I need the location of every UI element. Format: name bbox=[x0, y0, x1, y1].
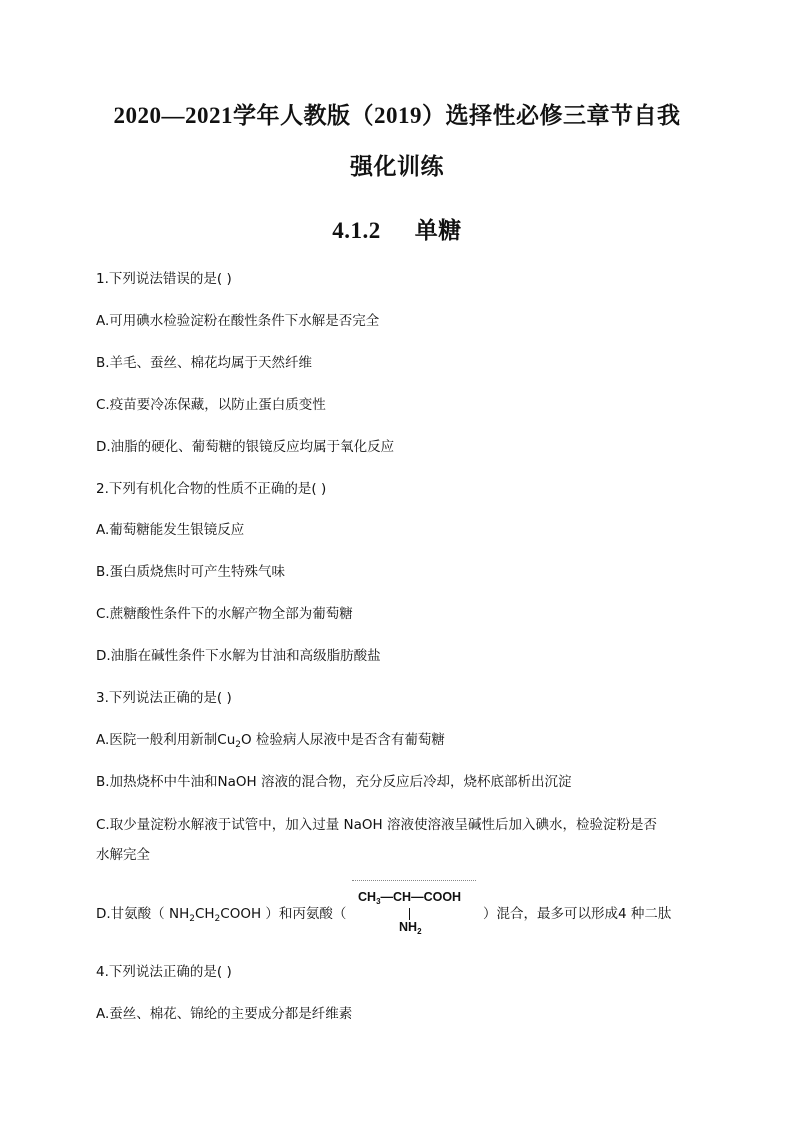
question-3-option-b: B.加热烧杯中牛油和NaOH 溶液的混合物，充分反应后冷却，烧杯底部析出沉淀 bbox=[96, 774, 572, 790]
question-3-option-d-tail: ）混合，最多可以形成4 种二肽 bbox=[483, 906, 672, 922]
formula-chain-rest: —CH—COOH bbox=[380, 890, 462, 904]
document-title-line2: 强化训练 bbox=[350, 154, 444, 179]
q3d-text-3: COOH ）和丙氨酸（ bbox=[220, 906, 347, 922]
q3a-text-pre: A.医院一般利用新制Cu bbox=[96, 732, 236, 748]
formula-nh: NH bbox=[399, 920, 418, 934]
formula-nh2-sub: 2 bbox=[417, 927, 422, 936]
q3a-subscript: 2 bbox=[235, 740, 242, 750]
formula-top-rule bbox=[352, 880, 476, 881]
formula-bond-line bbox=[409, 908, 410, 920]
question-1-option-a: A.可用碘水检验淀粉在酸性条件下水解是否完全 bbox=[96, 313, 380, 329]
formula-amino-group bbox=[399, 920, 422, 936]
q3d-sub-2: 2 bbox=[214, 914, 221, 924]
question-3-option-d bbox=[96, 905, 346, 928]
alanine-structural-formula bbox=[352, 880, 478, 940]
q3d-sub-1: 2 bbox=[189, 914, 195, 924]
section-number: 4.1.2 bbox=[332, 218, 381, 243]
section-name: 单糖 bbox=[414, 218, 462, 243]
question-1-option-d: D.油脂的硬化、葡萄糖的银镜反应均属于氧化反应 bbox=[96, 439, 395, 455]
formula-ch3: CH bbox=[358, 890, 377, 904]
question-2-option-d: D.油脂在碱性条件下水解为甘油和高级脂肪酸盐 bbox=[96, 648, 381, 664]
section-heading bbox=[0, 212, 794, 245]
q3d-text-1: D.甘氨酸（ NH bbox=[96, 906, 190, 922]
question-2-stem: 2.下列有机化合物的性质不正确的是( ) bbox=[96, 481, 327, 497]
question-1-stem: 1.下列说法错误的是( ) bbox=[96, 271, 232, 287]
question-3-option-c-line1: C.取少量淀粉水解液于试管中，加入过量 NaOH 溶液使溶液呈碱性后加入碘水，检验淀粉是否 bbox=[96, 817, 657, 833]
q3a-text-post: O 检验病人尿液中是否含有葡萄糖 bbox=[241, 732, 445, 748]
formula-main-chain bbox=[358, 890, 461, 906]
question-3-option-a bbox=[96, 731, 445, 754]
question-1-option-b: B.羊毛、蚕丝、棉花均属于天然纤维 bbox=[96, 355, 313, 371]
formula-ch3-sub: 3 bbox=[376, 897, 381, 906]
question-1-option-c: C.疫苗要冷冻保藏，以防止蛋白质变性 bbox=[96, 397, 326, 413]
question-3-stem: 3.下列说法正确的是( ) bbox=[96, 690, 232, 706]
document-title-line1: 2020—2021学年人教版（2019）选择性必修三章节自我 bbox=[113, 103, 681, 128]
question-4-stem: 4.下列说法正确的是( ) bbox=[96, 964, 232, 980]
question-4-option-a: A.蚕丝、棉花、锦纶的主要成分都是纤维素 bbox=[96, 1006, 353, 1022]
question-2-option-b: B.蛋白质烧焦时可产生特殊气味 bbox=[96, 564, 286, 580]
question-2-option-c: C.蔗糖酸性条件下的水解产物全部为葡萄糖 bbox=[96, 606, 353, 622]
question-2-option-a: A.葡萄糖能发生银镜反应 bbox=[96, 522, 245, 538]
question-3-option-c-line2: 水解完全 bbox=[96, 847, 150, 863]
q3d-text-2: CH bbox=[194, 906, 215, 922]
